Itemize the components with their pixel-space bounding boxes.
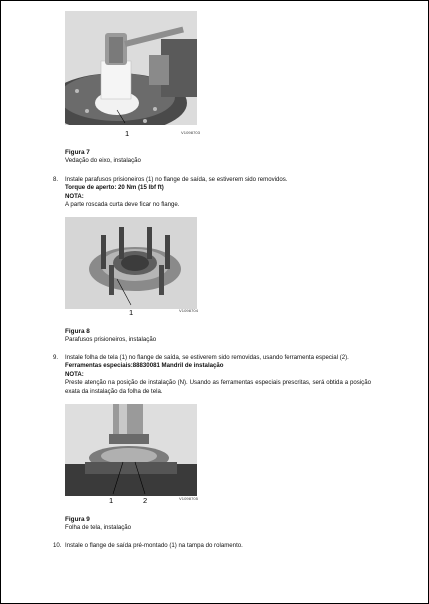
step-9-special-tools: Ferramentas especiais:88830081 Mandril de instalação [65,362,224,370]
step-8-instruction: Instale parafusos prisioneiros (1) no flange de saída, se estiverem sido removidos. [65,176,288,183]
step-9-instruction: Instale folha de tela (1) no flange de saída, se estiverem sido removidas, usando ferramenta especial (2). [65,354,349,361]
figure-9-caption: Folha de tela, instalação [65,524,132,531]
figure-9-code: V1098705 [179,496,199,501]
step-9-note-text: Preste atenção na posição de instalação (N). Usando as ferramentas especiais prescritas, será obtida a posição exata da instalação da folha de tela. [65,379,371,395]
figure-9-label: Figura 9 [65,516,90,523]
step-10-number: 10. [53,542,62,549]
figure-7-callout-1: 1 [125,129,130,138]
figure-7-caption: Vedação do eixo, instalação [65,157,141,164]
figure-9-callout-2: 2 [143,496,148,505]
step-8 [53,176,371,210]
step-8-note-text: A parte roscada curta deve ficar no flange. [65,201,180,209]
figure-7-label: Figura 7 [65,149,90,156]
step-10 [53,542,371,550]
figure-9-photo [65,404,197,496]
figure-7-photo [65,11,197,125]
figure-8-code: V1098704 [179,308,199,313]
figure-9-callout-1: 1 [109,496,114,505]
figure-8-photo [65,217,197,309]
step-8-number: 8. [53,176,59,183]
step-9 [53,354,371,396]
figure-7-illustration [65,11,197,125]
step-8-note-heading: NOTA: [65,192,84,200]
step-9-note-heading: NOTA: [65,370,84,378]
figure-8-caption: Parafusos prisioneiros, instalação [65,336,157,343]
step-8-torque: Torque de aperto: 20 Nm (15 lbf ft) [65,184,164,192]
figure-7-code: V1098703 [181,130,201,135]
figure-8-callout-1: 1 [129,308,134,317]
step-10-instruction: Instale o flange de saída pré-montado (1) na tampa do rolamento. [65,542,243,549]
figure-8-label: Figura 8 [65,328,90,335]
figure-8-illustration [65,217,197,309]
step-9-number: 9. [53,354,59,361]
figure-9-illustration [65,404,197,496]
